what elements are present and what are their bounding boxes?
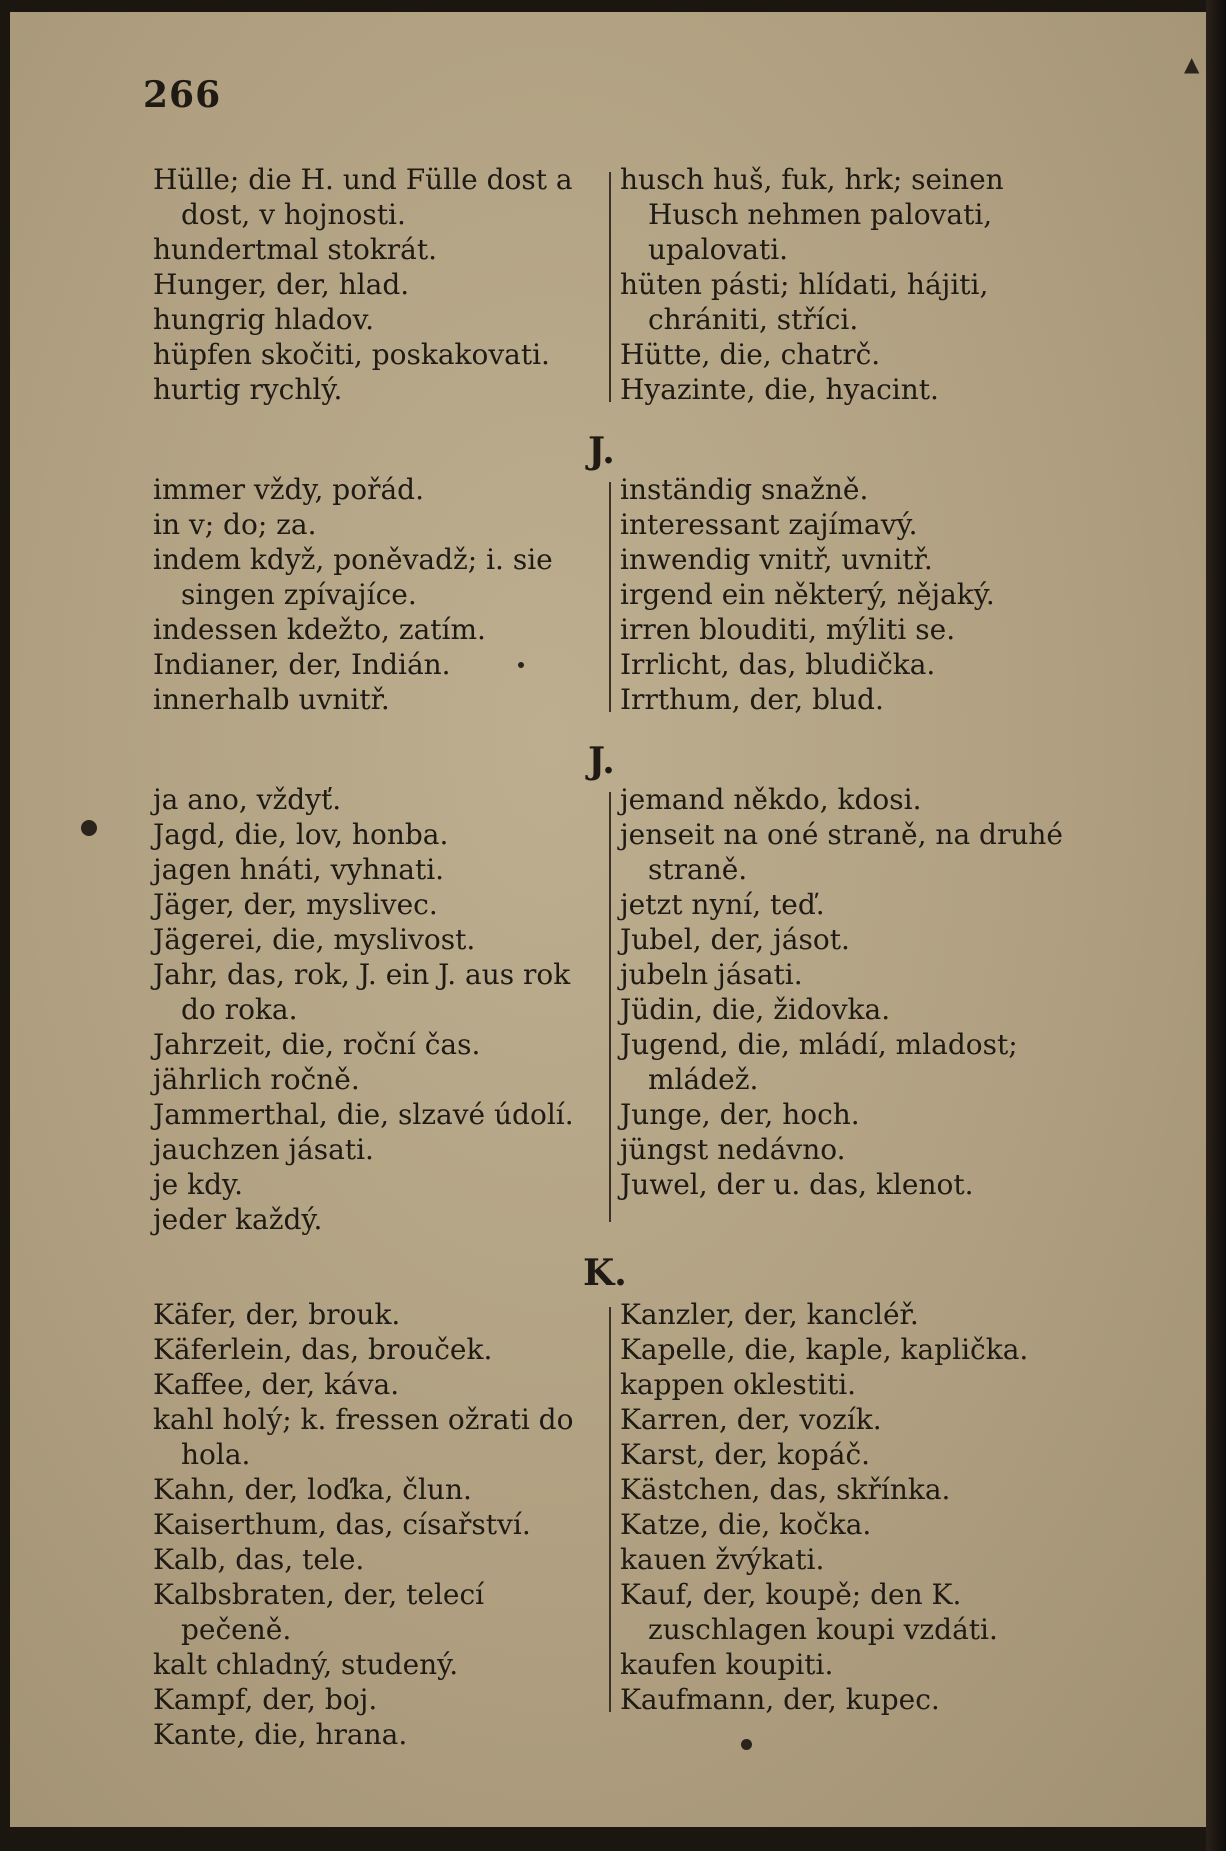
k-column-divider <box>609 1307 611 1712</box>
dictionary-entry: hungrig hladov. <box>153 303 375 336</box>
i-section-heading: J. <box>588 430 615 472</box>
dictionary-entry: Katze, die, kočka. <box>620 1508 872 1541</box>
h-column-divider <box>609 172 611 402</box>
j-column-divider <box>609 792 611 1222</box>
dictionary-entry: Indianer, der, Indián. <box>153 648 451 681</box>
dictionary-entry: jeder každý. <box>153 1203 323 1236</box>
dictionary-entry: Jägerei, die, myslivost. <box>153 923 476 956</box>
corner-mark: ▲ <box>1184 52 1200 76</box>
dictionary-entry: irgend ein některý, nějaký. <box>620 578 995 611</box>
dictionary-entry: Hülle; die H. und Fülle dost a dost, v hojnosti. <box>153 163 573 231</box>
dictionary-entry: indessen kdežto, zatím. <box>153 613 486 646</box>
dictionary-entry: Hyazinte, die, hyacint. <box>620 373 939 406</box>
dictionary-entry: kalt chladný, studený. <box>153 1648 459 1681</box>
book-page <box>10 12 1206 1827</box>
dictionary-entry: kahl holý; k. fressen ožrati do hola. <box>153 1403 574 1471</box>
dictionary-entry: Juwel, der u. das, klenot. <box>620 1168 974 1201</box>
dictionary-entry: Karst, der, kopáč. <box>620 1438 871 1471</box>
dictionary-entry: Jammerthal, die, slzavé údolí. <box>153 1098 574 1131</box>
dictionary-entry: Hütte, die, chatrč. <box>620 338 881 371</box>
i-right-column <box>620 472 1076 717</box>
dictionary-entry: jährlich ročně. <box>153 1063 360 1096</box>
j-right-column <box>620 782 1076 1202</box>
dictionary-entry: hüten pásti; hlídati, hájiti, chrániti, stříci. <box>620 268 989 336</box>
dictionary-entry: innerhalb uvnitř. <box>153 683 390 716</box>
dictionary-entry: jauchzen jásati. <box>153 1133 374 1166</box>
i-column-divider <box>609 482 611 712</box>
dictionary-entry: hundertmal stokrát. <box>153 233 438 266</box>
k-right-column <box>620 1297 1076 1717</box>
dictionary-entry: kappen oklestiti. <box>620 1368 857 1401</box>
dictionary-entry: Kaiserthum, das, císařství. <box>153 1508 531 1541</box>
dictionary-entry: Kaufmann, der, kupec. <box>620 1683 940 1716</box>
dictionary-entry: Jäger, der, myslivec. <box>153 888 438 921</box>
h-right-column <box>620 162 1076 407</box>
dictionary-entry: Karren, der, vozík. <box>620 1403 882 1436</box>
dictionary-entry: Irrlicht, das, bludička. <box>620 648 936 681</box>
k-section-heading: K. <box>583 1252 627 1294</box>
dictionary-entry: Kapelle, die, kaple, kaplička. <box>620 1333 1029 1366</box>
dictionary-entry: Käfer, der, brouk. <box>153 1298 401 1331</box>
dictionary-entry: Jugend, die, mládí, mladost; mládež. <box>620 1028 1018 1096</box>
dictionary-entry: jubeln jásati. <box>620 958 803 991</box>
h-left-column <box>153 162 601 407</box>
dictionary-entry: Kaffee, der, káva. <box>153 1368 400 1401</box>
dictionary-entry: interessant zajímavý. <box>620 508 918 541</box>
ink-spot <box>518 662 524 668</box>
k-left-column <box>153 1297 601 1752</box>
page-number: 266 <box>143 74 222 116</box>
dictionary-entry: Kauf, der, koupě; den K. zuschlagen koupi vzdáti. <box>620 1578 998 1646</box>
dictionary-entry: jüngst nedávno. <box>620 1133 846 1166</box>
dictionary-entry: je kdy. <box>153 1168 244 1201</box>
dictionary-entry: Kalb, das, tele. <box>153 1543 365 1576</box>
dictionary-entry: Junge, der, hoch. <box>620 1098 860 1131</box>
dictionary-entry: Jahr, das, rok, J. ein J. aus rok do roka. <box>153 958 571 1026</box>
dictionary-entry: Kanzler, der, kancléř. <box>620 1298 919 1331</box>
dictionary-entry: jemand někdo, kdosi. <box>620 783 922 816</box>
dictionary-entry: Jubel, der, jásot. <box>620 923 850 956</box>
dictionary-entry: Kahn, der, loďka, člun. <box>153 1473 472 1506</box>
dictionary-entry: jenseit na oné straně, na druhé straně. <box>620 818 1063 886</box>
dictionary-entry: jetzt nyní, teď. <box>620 888 825 921</box>
dictionary-entry: hüpfen skočiti, poskakovati. <box>153 338 550 371</box>
dictionary-entry: indem když, poněvadž; i. sie singen zpívajíce. <box>153 543 553 611</box>
dictionary-entry: ja ano, vždyť. <box>153 783 342 816</box>
dictionary-entry: Kante, die, hrana. <box>153 1718 408 1751</box>
dictionary-entry: Kalbsbraten, der, telecí pečeně. <box>153 1578 485 1646</box>
dictionary-entry: Hunger, der, hlad. <box>153 268 410 301</box>
j-section-heading: J. <box>588 740 615 782</box>
dictionary-entry: inwendig vnitř, uvnitř. <box>620 543 933 576</box>
dictionary-entry: Jagd, die, lov, honba. <box>153 818 449 851</box>
dictionary-entry: Käferlein, das, brouček. <box>153 1333 493 1366</box>
dictionary-entry: kaufen koupiti. <box>620 1648 834 1681</box>
dictionary-entry: Irrthum, der, blud. <box>620 683 884 716</box>
dictionary-entry: in v; do; za. <box>153 508 317 541</box>
dictionary-entry: Jüdin, die, židovka. <box>620 993 891 1026</box>
dictionary-entry: immer vždy, pořád. <box>153 473 424 506</box>
dictionary-entry: irren blouditi, mýliti se. <box>620 613 956 646</box>
dictionary-entry: inständig snažně. <box>620 473 869 506</box>
ink-spot <box>81 820 97 836</box>
dictionary-entry: husch huš, fuk, hrk; seinen Husch nehmen palovati, upalovati. <box>620 163 1004 266</box>
j-left-column <box>153 782 601 1237</box>
ink-spot <box>741 1739 752 1750</box>
dictionary-entry: jagen hnáti, vyhnati. <box>153 853 445 886</box>
dictionary-entry: Jahrzeit, die, roční čas. <box>153 1028 481 1061</box>
i-left-column <box>153 472 601 717</box>
dictionary-entry: Kampf, der, boj. <box>153 1683 378 1716</box>
dictionary-entry: kauen žvýkati. <box>620 1543 825 1576</box>
dictionary-entry: hurtig rychlý. <box>153 373 343 406</box>
dictionary-entry: Kästchen, das, skřínka. <box>620 1473 951 1506</box>
page-edge-shadow <box>1206 0 1226 1851</box>
